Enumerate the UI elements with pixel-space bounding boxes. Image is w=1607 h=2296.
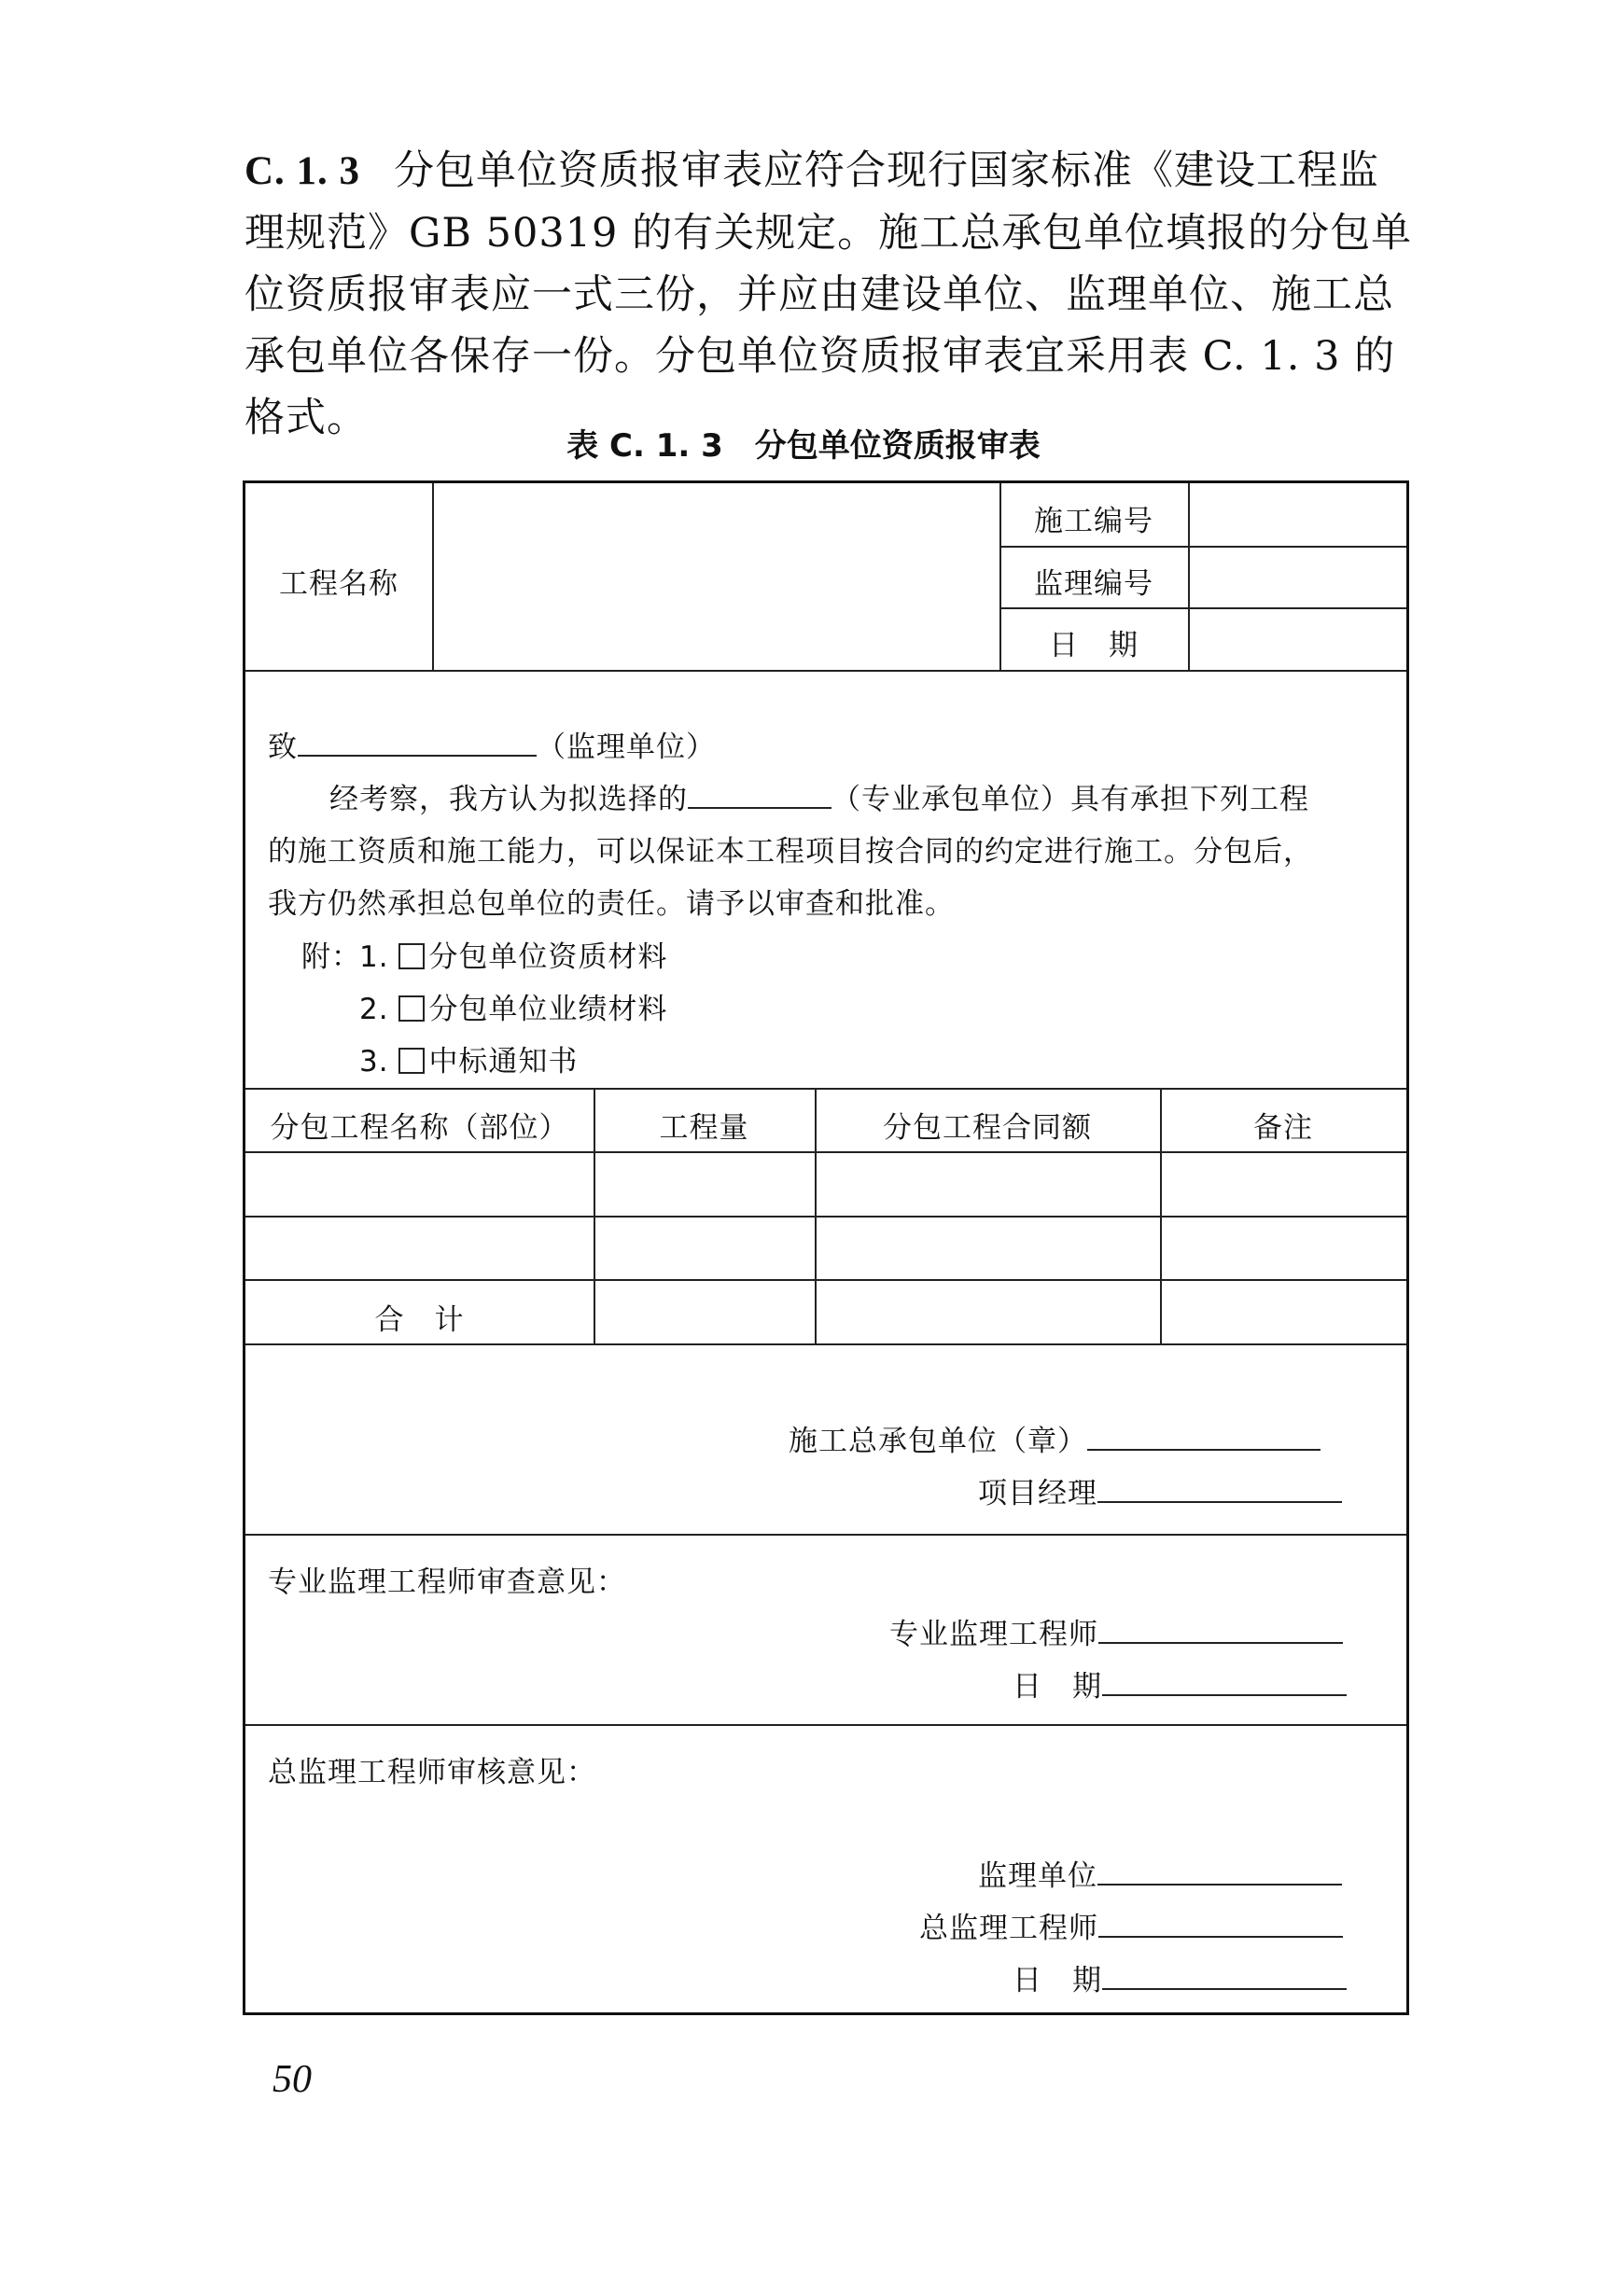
body-line-2: 的施工资质和施工能力，可以保证本工程项目按合同的约定进行施工。分包后， [268, 835, 1313, 869]
attach-label: 附： [301, 940, 361, 974]
specialist-engineer-label: 专业监理工程师 [889, 1618, 1098, 1651]
signature-blank [1098, 1908, 1343, 1938]
to-line [268, 723, 716, 765]
page-number: 50 [272, 2058, 312, 2101]
column-header: 备注 [1253, 1111, 1313, 1145]
specialist-date-line [1013, 1663, 1347, 1705]
specialist-engineer-line [889, 1610, 1343, 1652]
table-caption-title: 分包单位资质报审表 [754, 427, 1041, 465]
checkbox[interactable] [398, 943, 425, 969]
supervision-unit-blank [298, 727, 537, 757]
attachment-text: 分包单位资质材料 [428, 940, 668, 974]
total-label: 合 计 [374, 1303, 465, 1337]
chief-engineer-label: 总监理工程师 [919, 1912, 1098, 1945]
body-text: （专业承包单位）具有承担下列工程 [831, 783, 1309, 816]
qualification-report-form [243, 480, 1409, 2015]
table-row-divider [245, 1151, 1406, 1153]
clause-number: C. 1. 3 [245, 149, 361, 193]
attachment-item [359, 933, 667, 975]
attachment-item [359, 985, 667, 1027]
column-header: 工程量 [659, 1111, 749, 1145]
section-divider [245, 1724, 1406, 1726]
chief-date-line [1013, 1956, 1347, 1998]
body-line-1 [329, 775, 1309, 817]
section-divider [245, 1343, 1406, 1345]
chief-date-label: 日 期 [1013, 1964, 1102, 1997]
specialty-contractor-blank [688, 779, 831, 809]
clause-paragraph [245, 140, 1420, 449]
section-divider [245, 1088, 1406, 1090]
chief-engineer-line [919, 1904, 1343, 1946]
header-divider [1188, 483, 1190, 670]
project-manager-label: 项目经理 [978, 1477, 1097, 1510]
section-divider [245, 670, 1406, 672]
chief-opinion-label: 总监理工程师审核意见： [268, 1756, 596, 1789]
signature-blank [1098, 1614, 1343, 1644]
contractor-unit-line [789, 1417, 1321, 1459]
body-line-3: 我方仍然承担总包单位的责任。请予以审查和批准。 [268, 887, 955, 921]
contractor-unit-label: 施工总承包单位（章） [789, 1425, 1087, 1458]
clause-text: 分包单位资质报审表应符合现行国家标准《建设工程监理规范》GB 50319 的有关规定。施工总承包单位填报的分包单位资质报审表应一式三份，并应由建设单位、监理单位、施工总承包单位各保存一份。分包单位资质报审表宜采用表 C. 1. 3 的格式。 [245, 147, 1413, 441]
to-suffix: （监理单位） [537, 731, 716, 764]
project-name-label: 工程名称 [279, 567, 398, 601]
header-row-divider [999, 607, 1406, 609]
attachment-text: 分包单位业绩材料 [428, 993, 668, 1026]
signature-blank [1097, 1473, 1342, 1503]
attachment-num: 2. [359, 993, 389, 1026]
section-divider [245, 1534, 1406, 1536]
table-caption [0, 420, 1607, 466]
header-row-divider [999, 546, 1406, 548]
table-caption-number: 表 C. 1. 3 [566, 427, 723, 465]
checkbox[interactable] [398, 1048, 425, 1074]
to-prefix: 致 [268, 731, 298, 764]
attachment-num: 1. [359, 940, 389, 974]
signature-blank [1097, 1856, 1342, 1886]
checkbox[interactable] [398, 995, 425, 1022]
project-manager-line [978, 1469, 1342, 1511]
column-header: 分包工程名称（部位） [270, 1111, 569, 1145]
column-header: 分包工程合同额 [883, 1111, 1092, 1145]
body-text: 经考察，我方认为拟选择的 [329, 783, 688, 816]
attachment-text: 中标通知书 [428, 1045, 579, 1078]
header-divider [432, 483, 434, 670]
signature-blank [1087, 1421, 1321, 1451]
construction-no-label: 施工编号 [1034, 505, 1153, 538]
chief-unit-label: 监理单位 [978, 1859, 1097, 1893]
specialist-opinion-label: 专业监理工程师审查意见： [268, 1565, 626, 1599]
attachment-item [359, 1037, 578, 1079]
date-blank [1102, 1960, 1347, 1990]
date-blank [1102, 1666, 1347, 1696]
specialist-date-label: 日 期 [1013, 1670, 1102, 1704]
table-row-divider [245, 1279, 1406, 1281]
table-row-divider [245, 1216, 1406, 1218]
supervision-no-label: 监理编号 [1034, 567, 1153, 601]
chief-unit-line [978, 1852, 1342, 1894]
attachment-num: 3. [359, 1045, 389, 1078]
date-label: 日 期 [1049, 629, 1139, 662]
